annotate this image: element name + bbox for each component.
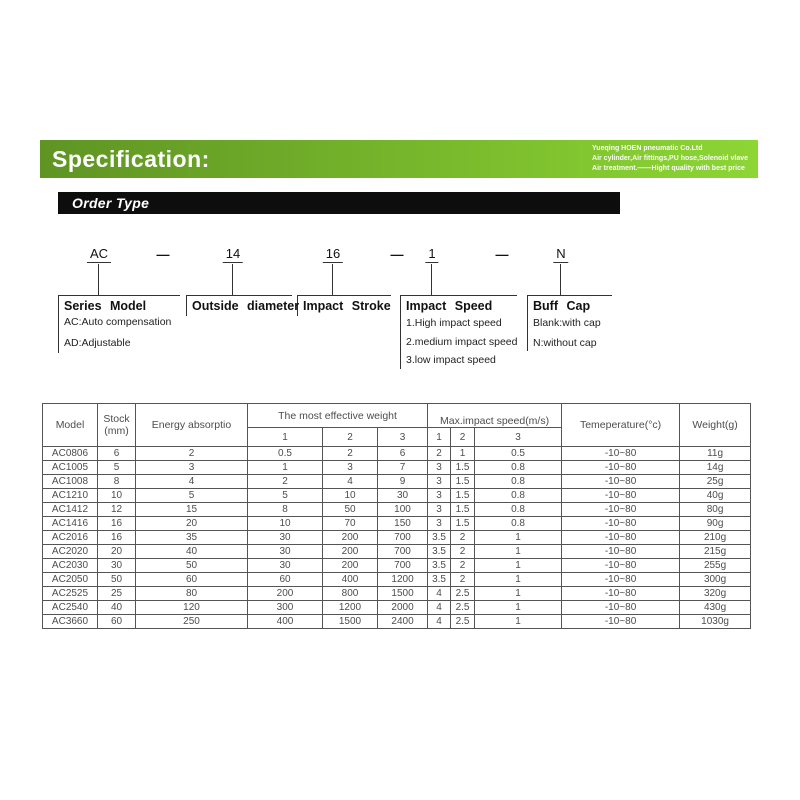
table-cell: 0.8 xyxy=(475,517,562,531)
table-cell: AC1005 xyxy=(43,461,98,475)
table-cell: 1 xyxy=(451,447,475,461)
table-cell: AC3660 xyxy=(43,615,98,629)
connector-stem xyxy=(431,264,432,295)
table-row xyxy=(43,573,751,587)
table-cell: 5 xyxy=(248,489,323,503)
table-cell: 2 xyxy=(451,573,475,587)
table-cell: AC2050 xyxy=(43,573,98,587)
table-cell: 2 xyxy=(451,531,475,545)
table-cell: 25 xyxy=(98,587,136,601)
table-cell: 4 xyxy=(428,601,451,615)
table-cell: 30 xyxy=(98,559,136,573)
table-cell: 2 xyxy=(428,447,451,461)
connector-stem xyxy=(332,264,333,295)
table-cell: 0.8 xyxy=(475,489,562,503)
bracket-line xyxy=(186,295,187,316)
table-cell: AC2020 xyxy=(43,545,98,559)
table-cell: 2 xyxy=(136,447,248,461)
segment-line: Blank:with cap xyxy=(533,317,601,329)
segment-line: AC:Auto compensation xyxy=(64,316,172,328)
table-cell: 8 xyxy=(248,503,323,517)
table-cell: 1.5 xyxy=(451,503,475,517)
table-cell: -10~80 xyxy=(562,601,680,615)
dash-separator: — xyxy=(156,247,170,262)
table-cell: 3 xyxy=(136,461,248,475)
table-cell: 3.5 xyxy=(428,559,451,573)
table-cell: 1.5 xyxy=(451,517,475,531)
col-header-temperature: Temeperature(°c) xyxy=(562,404,680,447)
table-cell: 700 xyxy=(378,531,428,545)
table-cell: 200 xyxy=(248,587,323,601)
table-cell: -10~80 xyxy=(562,615,680,629)
table-cell: 70 xyxy=(323,517,378,531)
col-header-stock: Stock (mm) xyxy=(98,404,136,447)
table-cell: 5 xyxy=(98,461,136,475)
table-row xyxy=(43,601,751,615)
table-cell: 1200 xyxy=(378,573,428,587)
order-code-series: AC xyxy=(87,246,111,263)
table-cell: 0.8 xyxy=(475,475,562,489)
table-cell: 215g xyxy=(680,545,751,559)
table-cell: -10~80 xyxy=(562,573,680,587)
table-row xyxy=(43,489,751,503)
table-cell: 60 xyxy=(248,573,323,587)
table-cell: 11g xyxy=(680,447,751,461)
table-cell: AC2030 xyxy=(43,559,98,573)
table-cell: 80g xyxy=(680,503,751,517)
table-cell: 2400 xyxy=(378,615,428,629)
table-row xyxy=(43,475,751,489)
table-cell: 1.5 xyxy=(451,489,475,503)
bracket-line xyxy=(58,295,180,296)
table-cell: 700 xyxy=(378,559,428,573)
table-cell: 3 xyxy=(428,517,451,531)
subcol-weight-2: 2 xyxy=(323,428,378,447)
table-row xyxy=(43,615,751,629)
segment-title-stroke: Impact Stroke xyxy=(303,299,391,313)
col-header-weight: Weight(g) xyxy=(680,404,751,447)
table-row xyxy=(43,559,751,573)
bracket-line xyxy=(58,295,59,353)
table-cell: 3.5 xyxy=(428,573,451,587)
table-cell: 3.5 xyxy=(428,545,451,559)
table-cell: AC1210 xyxy=(43,489,98,503)
subcol-speed-2: 2 xyxy=(451,428,475,447)
order-type-title: Order Type xyxy=(72,195,150,211)
segment-line: AD:Adjustable xyxy=(64,337,131,349)
bracket-line xyxy=(297,295,391,296)
segment-title-diameter: Outside diameter xyxy=(192,299,300,313)
table-cell: 1 xyxy=(475,573,562,587)
table-cell: 35 xyxy=(136,531,248,545)
table-cell: -10~80 xyxy=(562,475,680,489)
table-cell: 80 xyxy=(136,587,248,601)
table-cell: 1 xyxy=(475,559,562,573)
company-slogan: Air treatment.——Hight quality with best price xyxy=(592,165,745,172)
dash-separator: — xyxy=(390,247,404,262)
table-cell: 6 xyxy=(98,447,136,461)
segment-title-cap: Buff Cap xyxy=(533,299,591,313)
table-row xyxy=(43,517,751,531)
table-cell: 1030g xyxy=(680,615,751,629)
table-cell: 2000 xyxy=(378,601,428,615)
table-cell: 1 xyxy=(475,615,562,629)
table-cell: 1.5 xyxy=(451,461,475,475)
table-cell: 25g xyxy=(680,475,751,489)
table-cell: 30 xyxy=(248,559,323,573)
table-cell: 3 xyxy=(428,461,451,475)
table-cell: 4 xyxy=(428,615,451,629)
table-cell: 1500 xyxy=(378,587,428,601)
table-cell: -10~80 xyxy=(562,461,680,475)
company-products: Air cylinder,Air fittings,PU hose,Solenoid vlave xyxy=(592,155,748,162)
table-cell: 8 xyxy=(98,475,136,489)
table-cell: 430g xyxy=(680,601,751,615)
table-cell: 15 xyxy=(136,503,248,517)
table-cell: -10~80 xyxy=(562,545,680,559)
table-cell: 4 xyxy=(323,475,378,489)
order-code-diameter: 14 xyxy=(223,246,243,263)
table-cell: 50 xyxy=(98,573,136,587)
connector-stem xyxy=(98,264,99,295)
table-cell: 0.8 xyxy=(475,461,562,475)
table-row xyxy=(43,587,751,601)
table-cell: 12 xyxy=(98,503,136,517)
table-cell: 300g xyxy=(680,573,751,587)
table-cell: 0.5 xyxy=(248,447,323,461)
table-cell: 2 xyxy=(323,447,378,461)
table-cell: 40g xyxy=(680,489,751,503)
table-cell: AC2525 xyxy=(43,587,98,601)
table-cell: 60 xyxy=(98,615,136,629)
segment-title-series: Series Model xyxy=(64,299,147,313)
table-cell: 9 xyxy=(378,475,428,489)
table-cell: -10~80 xyxy=(562,447,680,461)
table-cell: 40 xyxy=(98,601,136,615)
table-cell: 1 xyxy=(475,601,562,615)
table-row xyxy=(43,503,751,517)
subcol-speed-3: 3 xyxy=(475,428,562,447)
bracket-line xyxy=(527,295,528,351)
bracket-line xyxy=(400,295,401,369)
table-cell: -10~80 xyxy=(562,559,680,573)
company-name: Yueqing HOEN pneumatic Co.Ltd xyxy=(592,145,703,152)
table-cell: 3 xyxy=(428,475,451,489)
table-cell: 16 xyxy=(98,517,136,531)
table-cell: 320g xyxy=(680,587,751,601)
table-cell: 3 xyxy=(323,461,378,475)
table-cell: 3 xyxy=(428,489,451,503)
table-cell: AC2540 xyxy=(43,601,98,615)
table-cell: 800 xyxy=(323,587,378,601)
table-cell: 200 xyxy=(323,545,378,559)
order-type-banner xyxy=(58,192,620,214)
table-cell: 2.5 xyxy=(451,601,475,615)
table-cell: 3.5 xyxy=(428,531,451,545)
table-cell: 90g xyxy=(680,517,751,531)
table-cell: -10~80 xyxy=(562,489,680,503)
table-cell: 30 xyxy=(378,489,428,503)
segment-line: 2.medium impact speed xyxy=(406,336,518,348)
table-cell: AC1008 xyxy=(43,475,98,489)
table-cell: 4 xyxy=(428,587,451,601)
table-cell: 10 xyxy=(98,489,136,503)
dash-separator: — xyxy=(495,247,509,262)
order-code-speed: 1 xyxy=(425,246,438,263)
table-cell: 50 xyxy=(136,559,248,573)
bracket-line xyxy=(400,295,517,296)
table-cell: 150 xyxy=(378,517,428,531)
table-cell: 2.5 xyxy=(451,587,475,601)
table-cell: 210g xyxy=(680,531,751,545)
table-cell: 3 xyxy=(428,503,451,517)
col-header-model: Model xyxy=(43,404,98,447)
table-cell: 200 xyxy=(323,531,378,545)
bracket-line xyxy=(527,295,612,296)
col-header-impact-speed: Max.impact speed(m/s) xyxy=(428,404,562,428)
table-cell: -10~80 xyxy=(562,587,680,601)
table-cell: AC1416 xyxy=(43,517,98,531)
table-cell: 250 xyxy=(136,615,248,629)
table-cell: 2 xyxy=(451,545,475,559)
table-cell: 50 xyxy=(323,503,378,517)
table-cell: AC2016 xyxy=(43,531,98,545)
table-cell: 30 xyxy=(248,531,323,545)
table-cell: 20 xyxy=(98,545,136,559)
order-code-cap: N xyxy=(553,246,568,263)
table-cell: 1 xyxy=(475,587,562,601)
table-cell: 30 xyxy=(248,545,323,559)
bracket-line xyxy=(186,295,292,296)
table-cell: 1200 xyxy=(323,601,378,615)
table-cell: 400 xyxy=(323,573,378,587)
table-cell: 2.5 xyxy=(451,615,475,629)
table-cell: 4 xyxy=(136,475,248,489)
connector-stem xyxy=(560,264,561,295)
table-cell: 10 xyxy=(323,489,378,503)
table-row xyxy=(43,545,751,559)
table-cell: 1 xyxy=(248,461,323,475)
table-cell: 300 xyxy=(248,601,323,615)
table-cell: 60 xyxy=(136,573,248,587)
table-cell: 100 xyxy=(378,503,428,517)
order-code-stroke: 16 xyxy=(323,246,343,263)
table-cell: 10 xyxy=(248,517,323,531)
table-cell: 20 xyxy=(136,517,248,531)
table-cell: 6 xyxy=(378,447,428,461)
table-cell: AC1412 xyxy=(43,503,98,517)
col-header-effective-weight: The most effective weight xyxy=(248,404,428,428)
col-header-energy: Energy absorptio xyxy=(136,404,248,447)
subcol-weight-1: 1 xyxy=(248,428,323,447)
table-row xyxy=(43,447,751,461)
table-cell: 400 xyxy=(248,615,323,629)
table-cell: 40 xyxy=(136,545,248,559)
segment-line: 3.low impact speed xyxy=(406,354,496,366)
table-cell: 1500 xyxy=(323,615,378,629)
table-cell: -10~80 xyxy=(562,503,680,517)
table-cell: 2 xyxy=(248,475,323,489)
table-cell: 1 xyxy=(475,531,562,545)
connector-stem xyxy=(232,264,233,295)
table-cell: 7 xyxy=(378,461,428,475)
table-cell: 14g xyxy=(680,461,751,475)
table-row xyxy=(43,461,751,475)
segment-line: N:without cap xyxy=(533,337,597,349)
table-cell: 0.8 xyxy=(475,503,562,517)
specification-banner xyxy=(40,140,758,178)
spec-table-body xyxy=(43,447,751,629)
table-row xyxy=(43,531,751,545)
table-cell: 200 xyxy=(323,559,378,573)
table-cell: 120 xyxy=(136,601,248,615)
specification-title: Specification: xyxy=(52,145,210,172)
table-cell: 700 xyxy=(378,545,428,559)
company-info xyxy=(592,144,748,174)
table-cell: 0.5 xyxy=(475,447,562,461)
table-cell: 2 xyxy=(451,559,475,573)
subcol-weight-3: 3 xyxy=(378,428,428,447)
table-cell: 255g xyxy=(680,559,751,573)
table-cell: 16 xyxy=(98,531,136,545)
segment-title-speed: Impact Speed xyxy=(406,299,493,313)
table-cell: AC0806 xyxy=(43,447,98,461)
table-cell: 1 xyxy=(475,545,562,559)
table-cell: 5 xyxy=(136,489,248,503)
spec-table xyxy=(42,403,751,629)
table-cell: -10~80 xyxy=(562,531,680,545)
segment-line: 1.High impact speed xyxy=(406,317,502,329)
table-cell: 1.5 xyxy=(451,475,475,489)
table-cell: -10~80 xyxy=(562,517,680,531)
subcol-speed-1: 1 xyxy=(428,428,451,447)
